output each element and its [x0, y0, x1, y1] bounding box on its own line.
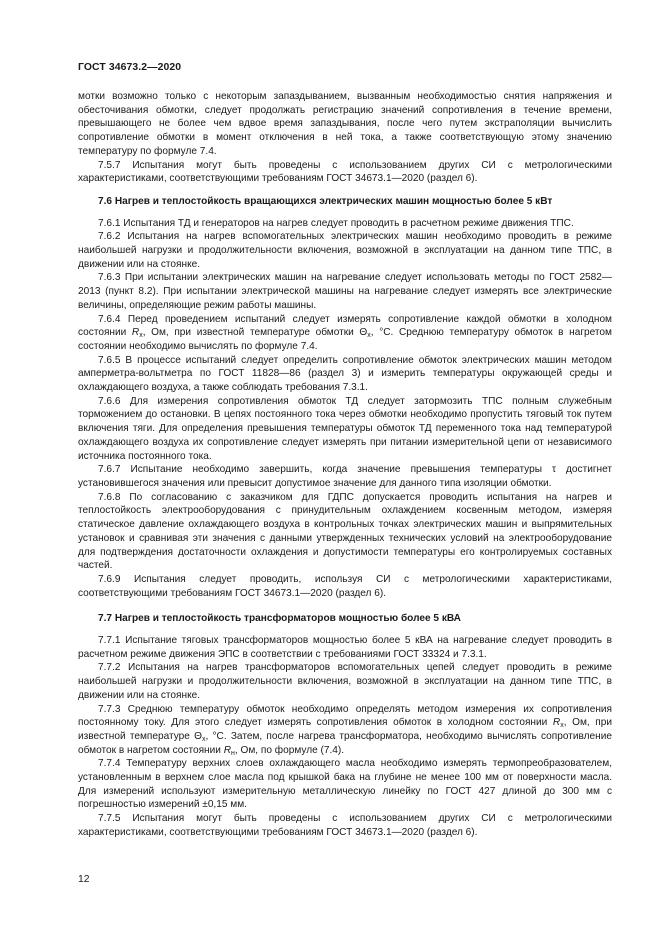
text-run: 7.6.4 Перед проведением испытаний следует измерять сопротивление каждой обмотки в холодном состоянии	[78, 313, 612, 339]
subscript: x	[560, 722, 564, 730]
text-run: , °С. Среднюю температуру обмоток в нагретом состоянии необходимо вычислять по формуле 7.4.	[78, 327, 612, 352]
document-id: ГОСТ 34673.2—2020	[78, 62, 182, 73]
text-run: , Ом, при известной температуре обмотки Θ	[142, 327, 368, 339]
text-run: 7.7.3 Среднюю температуру обмоток необходимо определять методом измерения их сопротивления постоянному току. Для этого следует измерять сопротивления обмоток в холодном состоянии	[78, 703, 612, 729]
paragraph-continuation: мотки возможно только с некоторым запаздыванием, вызванным необходимостью снятия напряжения и обесточивания обмотки, следует продолжать регистрацию значений сопротивления в течение времени, превышающего не более чем вдвое время запаздывания, после чего путем экстраполяции вычислить сопротивление обмотки в момент отключения в ней тока, а также соответствующую этому значению температуру по формуле 7.4.	[78, 91, 612, 157]
paragraph-7-6-4	[78, 313, 612, 354]
subscript: н	[231, 749, 235, 757]
paragraph-7-5-7: 7.5.7 Испытания могут быть проведены с использованием других СИ с метрологическими характеристиками, соответствующими требованиям ГОСТ 34673.1—2020 (раздел 6).	[78, 159, 612, 185]
text-run: , °С. Затем, после нагрева трансформатора, необходимо вычислять сопротивление обмоток в нагретом состоянии	[78, 730, 612, 756]
paragraph-7-7-1: 7.7.1 Испытание тяговых трансформаторов мощностью более 5 кВА на нагревание следует проводить в расчетном режиме движения ЭПС в соответствии с требованиями ГОСТ 33324 и 7.3.1.	[78, 635, 612, 660]
paragraph-7-6-8: 7.6.8 По согласованию с заказчиком для ГДПС допускается проводить испытания на нагрев и теплостойкость электрооборудования с принудительным охлаждением косвенным методом, измеряя статическое давление охлаждающего воздуха в контрольных точках электрических машин и выпрямительных установок и сравнивая эти значения с данными утвержденных технических условий на электрооборудование для подтверждения достаточности охлаждения и допустимости температуры его контролируемых составных частей.	[78, 491, 612, 572]
subscript: x	[367, 332, 371, 340]
paragraph-7-6-3: 7.6.3 При испытании электрических машин на нагревание следует использовать методы по ГОСТ 2582—2013 (пункт 8.2). При испытании электрической машины на нагревание следует измерять все электрические величины, определяющие режим работы машины.	[78, 272, 612, 311]
page-number: 12	[78, 874, 90, 885]
symbol-r: R	[552, 717, 561, 729]
text-run: , Ом, по формуле (7.4).	[234, 744, 345, 756]
symbol-r: R	[131, 327, 140, 339]
document-body	[78, 90, 612, 840]
paragraph-7-7-3	[78, 703, 612, 758]
paragraph-7-6-2: 7.6.2 Испытания на нагрев вспомогательных электрических машин необходимо проводить в режиме наибольшей нагрузки и продолжительности включения, возможной в эксплуатации на данном типе ТПС, в движении или на стоянке.	[78, 231, 612, 270]
subscript: x	[201, 735, 206, 743]
paragraph-7-7-2: 7.7.2 Испытания на нагрев трансформаторов вспомогательных цепей следует проводить в режиме наибольшей нагрузки и продолжительности включения, возможной в эксплуатации на данном типе ТПС, в движении или на стоянке.	[78, 662, 612, 701]
text-run: , Ом, при известной температуре Θ	[78, 717, 612, 742]
section-heading-7-7: 7.7 Нагрев и теплостойкость трансформаторов мощностью более 5 кВА	[98, 613, 461, 625]
paragraph-7-7-4: 7.7.4 Температуру верхних слоев охлаждающего масла необходимо измерять термопреобразователем, установленным в верхнем слое масла под крышкой бака на глубине не менее 100 мм от поверхности масла. Для измерений используют измерительную металлическую линейку по ГОСТ 427 длиной до 300 мм с погрешностью измерений ±0,15 мм.	[78, 758, 612, 811]
paragraph-7-6-1: 7.6.1 Испытания ТД и генераторов на нагрев следует проводить в расчетном режиме движения ТПС.	[98, 217, 574, 229]
paragraph-7-7-5: 7.7.5 Испытания могут быть проведены с использованием других СИ с метрологическими характеристиками, соответствующими требованиям ГОСТ 34673.1—2020 (раздел 6).	[78, 813, 612, 838]
subscript: x	[139, 332, 143, 340]
paragraph-7-6-6: 7.6.6 Для измерения сопротивления обмоток ТД следует затормозить ТПС полным служебным торможением до остановки. В цепях постоянного тока через обмотки необходимо пропустить тяговый ток путем включения тяги. Для определения превышения температуры обмоток ТД переменного тока над температурой охлаждающего воздуха их сопротивление следует измерять при питании измерительной цепи от независимого источника постоянного тока.	[78, 395, 612, 462]
symbol-r: R	[223, 744, 232, 756]
paragraph-7-6-5: 7.6.5 В процессе испытаний следует определить сопротивление обмоток электрических машин методом амперметра-вольтметра по ГОСТ 11828—86 (раздел 3) и измерить температуры окружающей среды и охлаждающего воздуха, а также соблюдать требования 7.3.1.	[78, 354, 612, 394]
section-heading-7-6: 7.6 Нагрев и теплостойкость вращающихся электрических машин мощностью более 5 кВт	[98, 195, 553, 207]
paragraph-7-6-9: 7.6.9 Испытания следует проводить, используя СИ с метрологическими характеристиками, соответствующими требованиям ГОСТ 34673.1—2020 (раздел 6).	[78, 573, 612, 599]
paragraph-7-6-7: 7.6.7 Испытание необходимо завершить, когда значение превышения температуры τ достигнет установившегося значения или превысит допустимое значение для данного типа изоляции обмотки.	[78, 464, 612, 489]
